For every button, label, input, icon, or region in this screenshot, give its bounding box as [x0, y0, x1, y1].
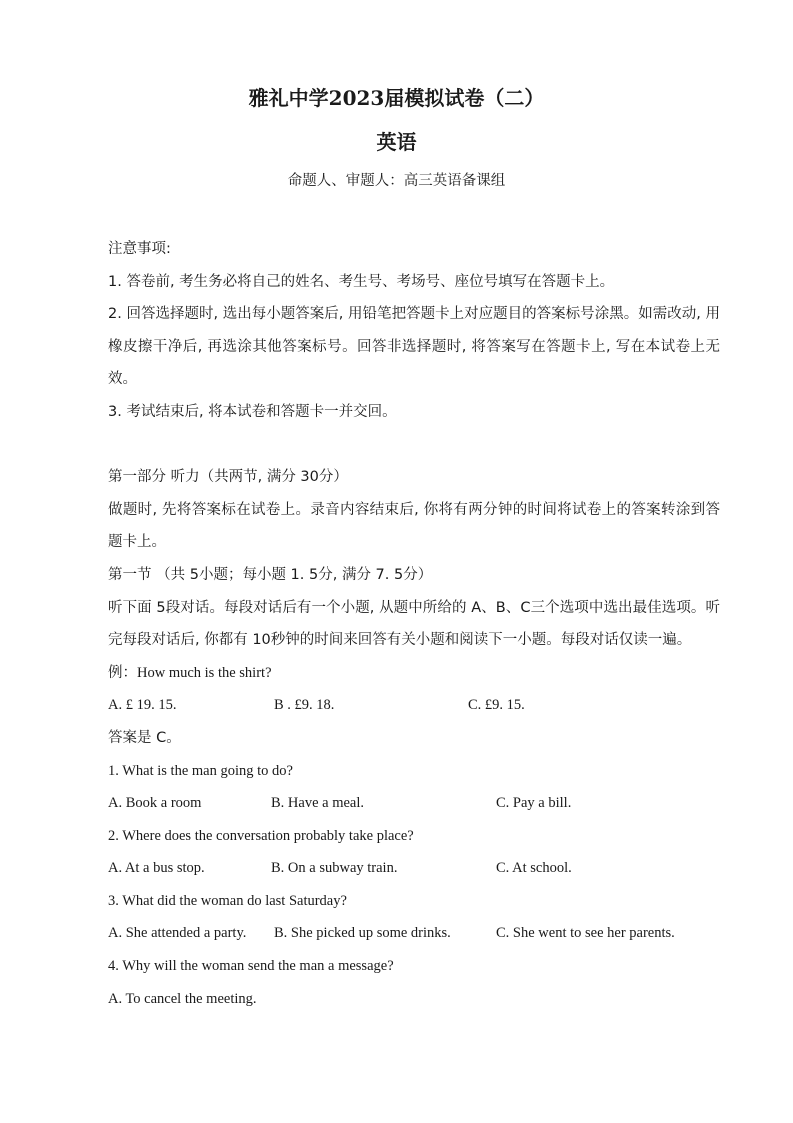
- question-2-option-b: B. On a subway train.: [271, 860, 398, 877]
- question-4-options: [108, 983, 720, 1016]
- question-1-option-a: A. Book a room: [108, 795, 202, 812]
- question-3: 3. What did the woman do last Saturday?: [108, 892, 347, 909]
- notice-item-3: 3. 考试结束后, 将本试卷和答题卡一并交回。: [108, 403, 397, 420]
- question-3-option-a: A. She attended a party.: [108, 925, 247, 942]
- question-2-option-c: C. At school.: [496, 860, 572, 877]
- example-option-b: B . £9. 18.: [274, 697, 335, 714]
- question-2: 2. Where does the conversation probably take place?: [108, 827, 414, 844]
- question-1-options: [108, 787, 720, 820]
- question-2-options: [108, 852, 720, 885]
- part1-instructions: 做题时, 先将答案标在试卷上。录音内容结束后, 你将有两分钟的时间将试卷上的答案转涂到答题卡上。: [108, 501, 720, 551]
- notice-item-2: 2. 回答选择题时, 选出每小题答案后, 用铅笔把答题卡上对应题目的答案标号涂黑。如需改动, 用橡皮擦干净后, 再选涂其他答案标号。回答非选择题时, 将答案写在答题卡上, 写在本试卷上无效。: [108, 306, 720, 388]
- spacer: [108, 429, 720, 462]
- notice-heading: 注意事项:: [108, 241, 171, 257]
- subject-title: 英语: [376, 130, 417, 154]
- question-1-option-b: B. Have a meal.: [271, 795, 365, 812]
- question-1: 1. What is the man going to do?: [108, 762, 293, 779]
- example-option-c: C. £9. 15.: [468, 697, 525, 714]
- authors-line: 命题人、审题人：高三英语备课组: [287, 173, 506, 189]
- question-3-option-c: C. She went to see her parents.: [496, 925, 675, 942]
- question-1-option-c: C. Pay a bill.: [496, 795, 572, 812]
- part1-heading: 第一部分 听力（共两节, 满分 30分）: [108, 469, 348, 486]
- section1-instructions: 听下面 5段对话。每段对话后有一个小题, 从题中所给的 A、B、C三个选项中选出最佳选项。听完每段对话后, 你都有 10秒钟的时间来回答有关小题和阅读下一小题。每段对话仅读一遍。: [108, 599, 720, 649]
- question-3-options: [108, 917, 720, 950]
- example-option-a: A. £ 19. 15.: [108, 697, 177, 714]
- exam-body: [108, 233, 720, 1015]
- example-answer: 答案是 C。: [108, 729, 181, 746]
- example-question: 例：How much is the shirt?: [108, 664, 272, 681]
- question-2-option-a: A. At a bus stop.: [108, 860, 205, 877]
- notice-item-1: 1. 答卷前, 考生务必将自己的姓名、考生号、考场号、座位号填写在答题卡上。: [108, 273, 615, 290]
- question-4: 4. Why will the woman send the man a message?: [108, 958, 394, 975]
- section1-heading: 第一节 （共 5小题；每小题 1. 5分, 满分 7. 5分）: [108, 566, 433, 583]
- question-3-option-b: B. She picked up some drinks.: [274, 925, 451, 942]
- example-options: [108, 689, 720, 722]
- exam-title: 雅礼中学2023届模拟试卷（二）: [248, 86, 545, 110]
- question-4-option-a: A. To cancel the meeting.: [108, 990, 257, 1007]
